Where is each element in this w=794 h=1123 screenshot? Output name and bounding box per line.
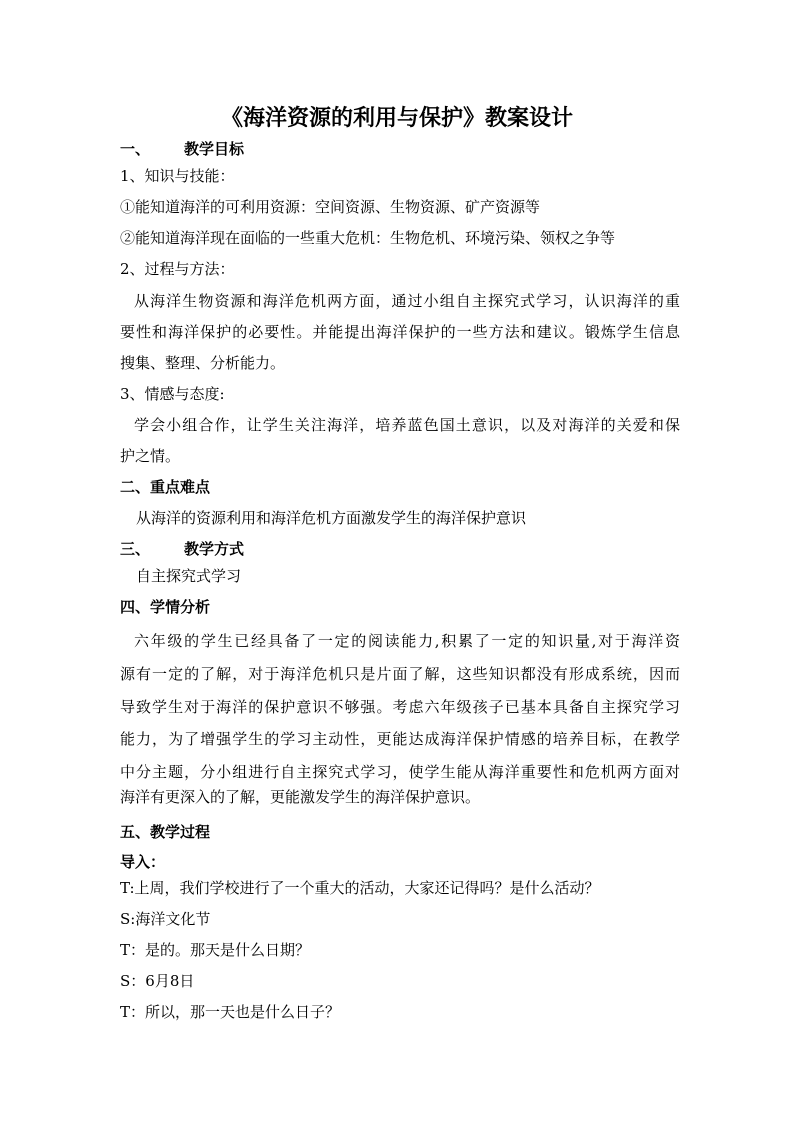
subheading-process: 2、过程与方法：	[120, 260, 235, 278]
document-title: 《海洋资源的利用与保护》教案设计	[220, 105, 573, 131]
paragraph-line: 中分主题，分小组进行自主探究式学习，使学生能从海洋重要性和危机两方面对	[120, 763, 680, 781]
paragraph-line: 能力，为了增强学生的学习主动性，更能达成海洋保护情感的培养目标，在教学	[120, 730, 680, 748]
paragraph-line: 六年级的学生已经具备了一定的阅读能力,积累了一定的知识量,对于海洋资	[134, 632, 680, 650]
section-number: 一、	[120, 140, 151, 158]
section-title: 教学目标	[184, 140, 245, 158]
objective-item: ②能知道海洋现在面临的一些重大危机：生物危机、环境污染、领权之争等	[120, 229, 616, 247]
section-title: 教学方式	[184, 540, 245, 558]
section-number: 三、	[120, 540, 151, 558]
section-heading-teaching-process: 五、教学过程	[120, 823, 211, 841]
section-heading-teaching-method	[120, 539, 680, 559]
section-heading-student-analysis: 四、学情分析	[120, 598, 211, 616]
dialog-line: T：是的。那天是什么日期？	[120, 941, 311, 959]
paragraph-line: 自主探究式学习	[136, 567, 242, 585]
paragraph-line: 搜集、整理、分析能力。	[120, 354, 286, 372]
dialog-line: S:海洋文化节	[120, 910, 211, 928]
subheading-attitude: 3、情感与态度:	[120, 385, 225, 403]
paragraph-line: 从海洋的资源利用和海洋危机方面激发学生的海洋保护意识	[136, 509, 527, 527]
paragraph-line: 要性和海洋保护的必要性。并能提出海洋保护的一些方法和建议。锻炼学生信息	[120, 323, 680, 341]
paragraph-line: 护之情。	[120, 447, 181, 465]
dialog-line: T：所以，那一天也是什么日子？	[120, 1003, 341, 1021]
objective-item: ①能知道海洋的可利用资源：空间资源、生物资源、矿产资源等	[120, 198, 541, 216]
subheading-introduction: 导入：	[120, 853, 166, 871]
dialog-line: S：6月8日	[120, 972, 195, 990]
paragraph-line: 导致学生对于海洋的保护意识不够强。考虑六年级孩子已基本具备自主探究学习	[120, 698, 680, 716]
section-heading-key-points: 二、重点难点	[120, 478, 211, 496]
paragraph-line: 学会小组合作，让学生关注海洋，培养蓝色国土意识，以及对海洋的关爱和保	[134, 416, 680, 434]
subheading-knowledge: 1、知识与技能：	[120, 167, 235, 185]
section-heading-objectives	[120, 139, 680, 159]
paragraph-line: 海洋有更深入的了解，更能激发学生的海洋保护意识。	[120, 788, 481, 806]
paragraph-line: 从海洋生物资源和海洋危机两方面，通过小组自主探究式学习，认识海洋的重	[134, 292, 680, 310]
dialog-line: T:上周，我们学校进行了一个重大的活动，大家还记得吗？是什么活动？	[120, 879, 600, 897]
paragraph-line: 源有一定的了解，对于海洋危机只是片面了解，这些知识都没有形成系统，因而	[120, 665, 680, 683]
